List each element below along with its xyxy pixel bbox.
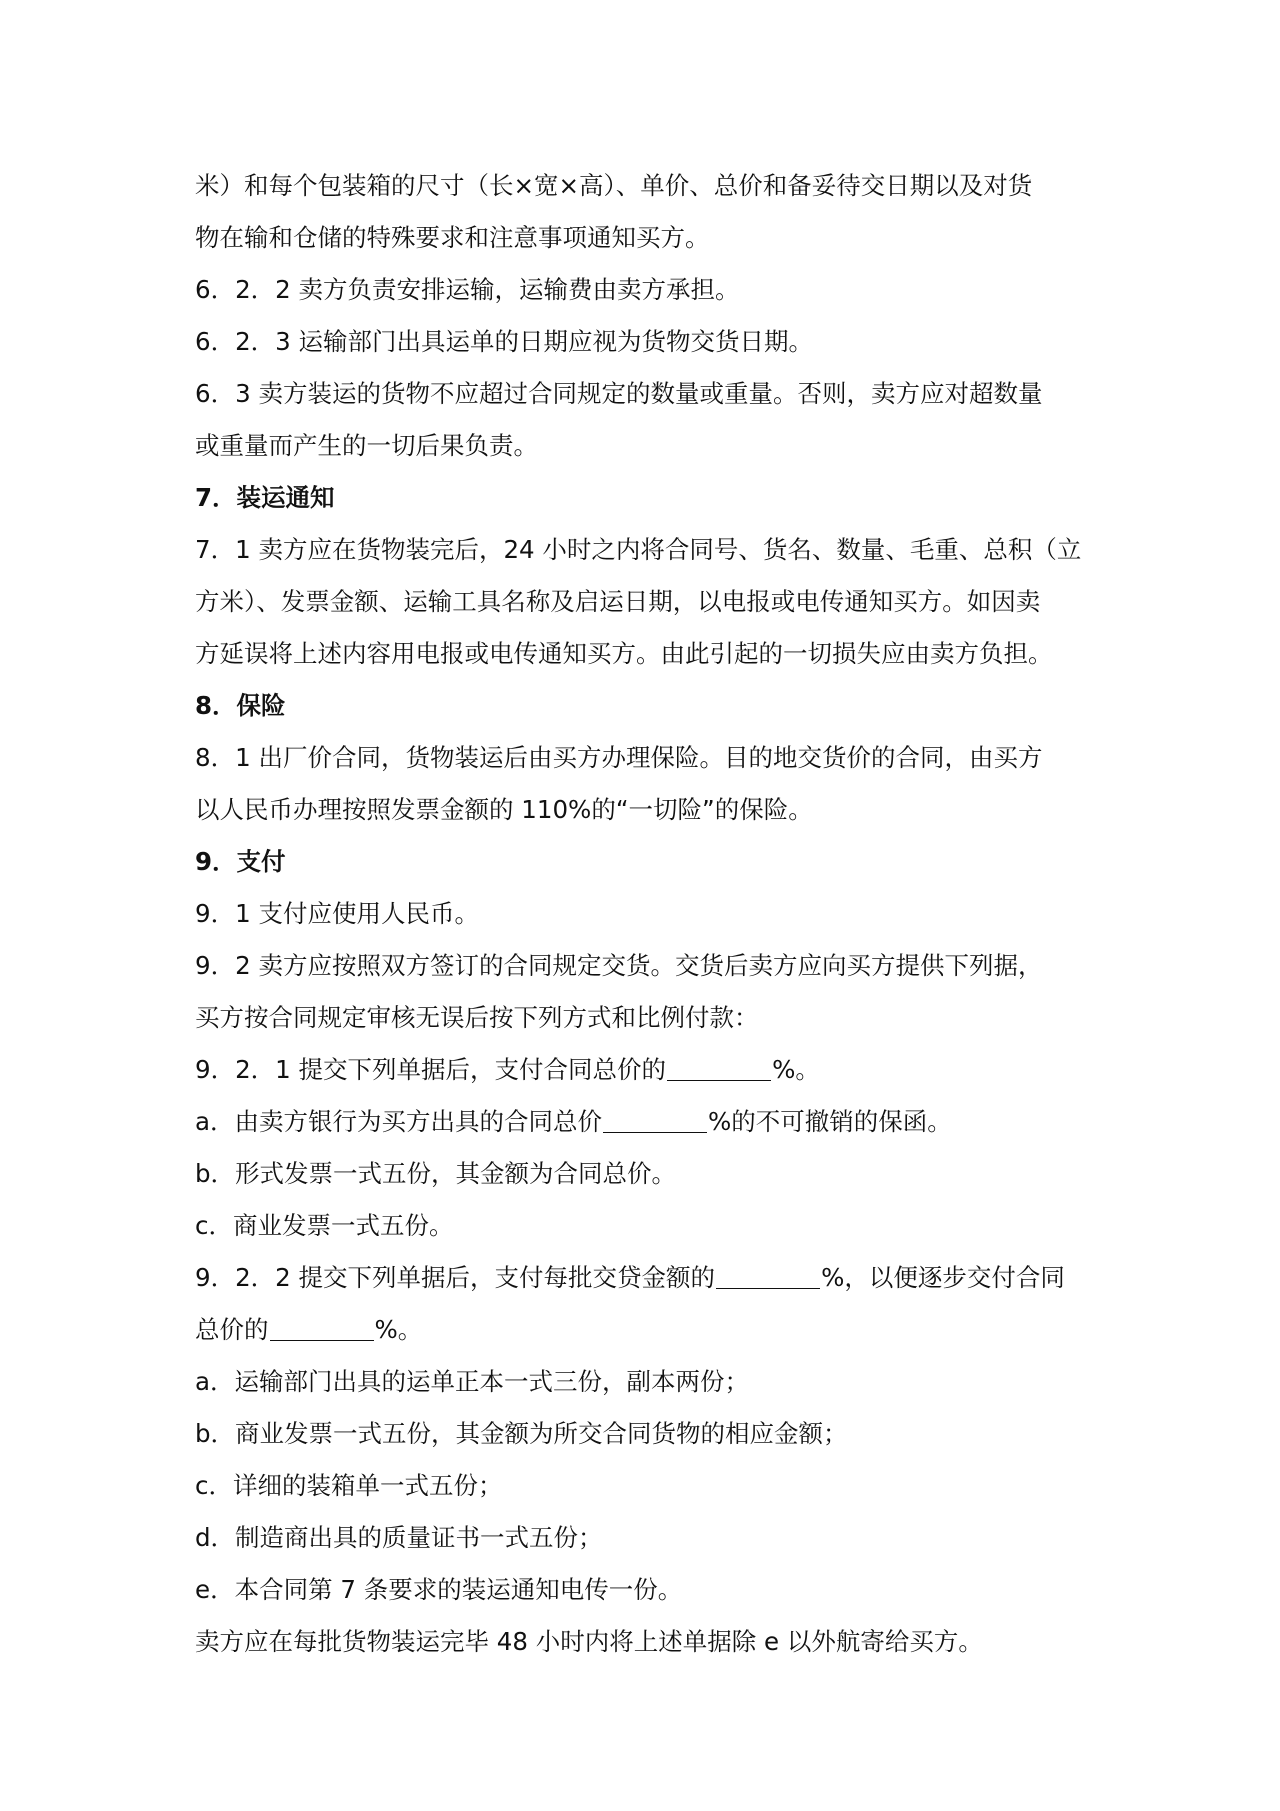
list-item-e: e．本合同第 7 条要求的装运通知电传一份。 <box>195 1575 683 1604</box>
text-line: 方米）、发票金额、运输工具名称及启运日期，以电报或电传通知买方。如因卖 <box>195 587 1041 616</box>
text-line: 买方按合同规定审核无误后按下列方式和比例付款： <box>195 1003 759 1032</box>
text-line: 米）和每个包装箱的尺寸（长×宽×高）、单价、总价和备妥待交日期以及对货 <box>195 171 1033 200</box>
clause-9-2: 9．2 卖方应按照双方签订的合同规定交货。交货后卖方应向买方提供下列据， <box>195 951 1043 980</box>
text-line: 或重量而产生的一切后果负责。 <box>195 431 538 460</box>
clause-6-2-3: 6．2．3 运输部门出具运单的日期应视为货物交货日期。 <box>195 327 814 356</box>
clause-7-1: 7．1 卖方应在货物装完后，24 小时之内将合同号、货名、数量、毛重、总积（立 <box>195 535 1082 564</box>
text-line <box>195 1304 1095 1356</box>
clause-6-2-2: 6．2．2 卖方负责安排运输，运输费由卖方承担。 <box>195 275 740 304</box>
section-heading-8: 8．保险 <box>195 691 286 720</box>
text-line: 以人民币办理按照发票金额的 110%的“一切险”的保险。 <box>195 795 813 824</box>
list-item-c: c．详细的装箱单一式五份； <box>195 1471 503 1500</box>
text-segment: %。 <box>374 1315 423 1344</box>
section-heading-9: 9．支付 <box>195 847 286 876</box>
text-segment: %，以便逐步交付合同 <box>821 1263 1065 1292</box>
clause-9-2-2 <box>195 1252 1095 1304</box>
fill-in-blank[interactable] <box>270 1316 374 1341</box>
text-segment: %。 <box>772 1055 820 1084</box>
text-line: 卖方应在每批货物装运完毕 48 小时内将上述单据除 e 以外航寄给买方。 <box>195 1627 983 1656</box>
list-item-b: b．形式发票一式五份，其金额为合同总价。 <box>195 1159 677 1188</box>
fill-in-blank[interactable] <box>716 1264 820 1289</box>
text-segment: 9．2．2 提交下列单据后，支付每批交贷金额的 <box>195 1263 716 1292</box>
clause-9-2-1 <box>195 1044 1095 1096</box>
fill-in-blank[interactable] <box>667 1056 771 1081</box>
clause-8-1: 8．1 出厂价合同，货物装运后由买方办理保险。目的地交货价的合同，由买方 <box>195 743 1043 772</box>
fill-in-blank[interactable] <box>603 1108 707 1133</box>
document-page <box>195 160 1095 1668</box>
list-item-a: a．运输部门出具的运单正本一式三份，副本两份； <box>195 1367 750 1396</box>
clause-9-1: 9．1 支付应使用人民币。 <box>195 899 479 928</box>
section-heading-7: 7．装运通知 <box>195 483 335 512</box>
list-item-d: d．制造商出具的质量证书一式五份； <box>195 1523 603 1552</box>
text-segment: 9．2．1 提交下列单据后，支付合同总价的 <box>195 1055 667 1084</box>
clause-6-3: 6．3 卖方装运的货物不应超过合同规定的数量或重量。否则，卖方应对超数量 <box>195 379 1043 408</box>
list-item-a <box>195 1096 1095 1148</box>
list-item-c: c．商业发票一式五份。 <box>195 1211 454 1240</box>
text-line: 方延误将上述内容用电报或电传通知买方。由此引起的一切损失应由卖方负担。 <box>195 639 1053 668</box>
text-segment: a．由卖方银行为买方出具的合同总价 <box>195 1107 603 1136</box>
text-segment: %的不可撤销的保函。 <box>708 1107 952 1136</box>
text-line: 物在输和仓储的特殊要求和注意事项通知买方。 <box>195 223 710 252</box>
list-item-b: b．商业发票一式五份，其金额为所交合同货物的相应金额； <box>195 1419 848 1448</box>
text-segment: 总价的 <box>195 1315 269 1344</box>
